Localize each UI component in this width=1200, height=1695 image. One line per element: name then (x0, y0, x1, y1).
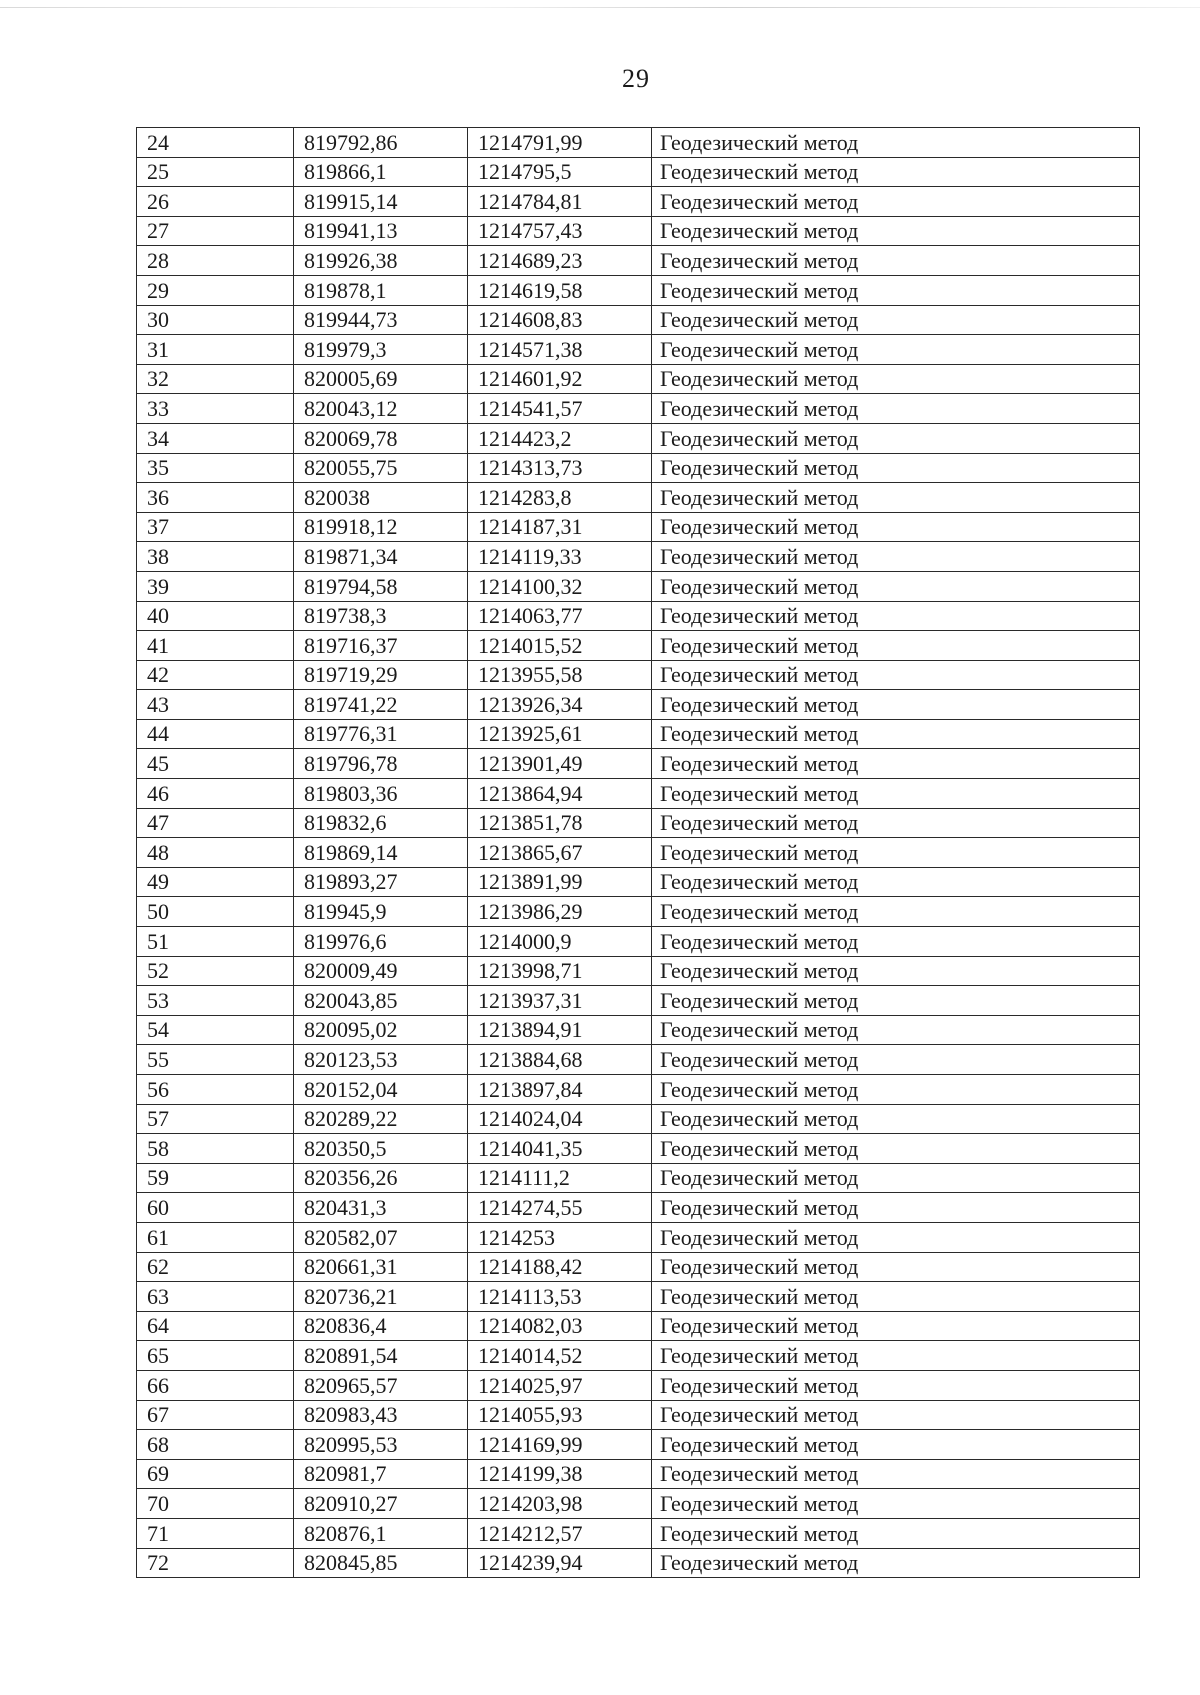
point-number-cell: 61 (137, 1222, 294, 1252)
x-coordinate-cell: 820995,53 (294, 1430, 468, 1460)
point-number-cell: 60 (137, 1193, 294, 1223)
method-cell: Геодезический метод (652, 1311, 1140, 1341)
method-cell: Геодезический метод (652, 305, 1140, 335)
table-row (137, 1311, 1140, 1341)
y-coordinate-cell: 1214619,58 (468, 275, 652, 305)
method-cell: Геодезический метод (652, 779, 1140, 809)
table-row (137, 986, 1140, 1016)
table-row (137, 1075, 1140, 1105)
method-cell: Геодезический метод (652, 601, 1140, 631)
y-coordinate-cell: 1213891,99 (468, 867, 652, 897)
x-coordinate-cell: 820582,07 (294, 1222, 468, 1252)
table-row (137, 1104, 1140, 1134)
y-coordinate-cell: 1214055,93 (468, 1400, 652, 1430)
table-row (137, 1282, 1140, 1312)
x-coordinate-cell: 820965,57 (294, 1370, 468, 1400)
x-coordinate-cell: 820981,7 (294, 1459, 468, 1489)
table-row (137, 1015, 1140, 1045)
method-cell: Геодезический метод (652, 187, 1140, 217)
y-coordinate-cell: 1214313,73 (468, 453, 652, 483)
point-number-cell: 37 (137, 512, 294, 542)
table-row (137, 335, 1140, 365)
method-cell: Геодезический метод (652, 660, 1140, 690)
point-number-cell: 35 (137, 453, 294, 483)
y-coordinate-cell: 1214199,38 (468, 1459, 652, 1489)
table-row (137, 927, 1140, 957)
x-coordinate-cell: 820356,26 (294, 1163, 468, 1193)
y-coordinate-cell: 1214014,52 (468, 1341, 652, 1371)
x-coordinate-cell: 819776,31 (294, 719, 468, 749)
x-coordinate-cell: 819803,36 (294, 779, 468, 809)
x-coordinate-cell: 819878,1 (294, 275, 468, 305)
method-cell: Геодезический метод (652, 453, 1140, 483)
x-coordinate-cell: 820845,85 (294, 1548, 468, 1578)
table-row (137, 779, 1140, 809)
point-number-cell: 41 (137, 631, 294, 661)
point-number-cell: 25 (137, 157, 294, 187)
y-coordinate-cell: 1214791,99 (468, 128, 652, 158)
table-row (137, 1489, 1140, 1519)
method-cell: Геодезический метод (652, 571, 1140, 601)
x-coordinate-cell: 820661,31 (294, 1252, 468, 1282)
point-number-cell: 58 (137, 1134, 294, 1164)
table-row (137, 1134, 1140, 1164)
point-number-cell: 36 (137, 483, 294, 513)
y-coordinate-cell: 1214541,57 (468, 394, 652, 424)
x-coordinate-cell: 820289,22 (294, 1104, 468, 1134)
table-row (137, 1400, 1140, 1430)
table-row (137, 216, 1140, 246)
x-coordinate-cell: 819792,86 (294, 128, 468, 158)
coordinates-table-body (137, 128, 1140, 1578)
x-coordinate-cell: 819915,14 (294, 187, 468, 217)
y-coordinate-cell: 1214274,55 (468, 1193, 652, 1223)
y-coordinate-cell: 1213986,29 (468, 897, 652, 927)
x-coordinate-cell: 819926,38 (294, 246, 468, 276)
y-coordinate-cell: 1214757,43 (468, 216, 652, 246)
point-number-cell: 49 (137, 867, 294, 897)
method-cell: Геодезический метод (652, 1430, 1140, 1460)
x-coordinate-cell: 819871,34 (294, 542, 468, 572)
table-row (137, 128, 1140, 158)
table-row (137, 838, 1140, 868)
table-row (137, 571, 1140, 601)
method-cell: Геодезический метод (652, 216, 1140, 246)
table-row (137, 956, 1140, 986)
x-coordinate-cell: 820043,85 (294, 986, 468, 1016)
y-coordinate-cell: 1214689,23 (468, 246, 652, 276)
page-number: 29 (622, 64, 650, 93)
table-row (137, 1518, 1140, 1548)
point-number-cell: 28 (137, 246, 294, 276)
method-cell: Геодезический метод (652, 897, 1140, 927)
point-number-cell: 72 (137, 1548, 294, 1578)
x-coordinate-cell: 819832,6 (294, 808, 468, 838)
point-number-cell: 32 (137, 364, 294, 394)
point-number-cell: 31 (137, 335, 294, 365)
method-cell: Геодезический метод (652, 1489, 1140, 1519)
point-number-cell: 38 (137, 542, 294, 572)
x-coordinate-cell: 820009,49 (294, 956, 468, 986)
point-number-cell: 42 (137, 660, 294, 690)
table-row (137, 1163, 1140, 1193)
y-coordinate-cell: 1214203,98 (468, 1489, 652, 1519)
point-number-cell: 52 (137, 956, 294, 986)
table-row (137, 867, 1140, 897)
x-coordinate-cell: 820736,21 (294, 1282, 468, 1312)
table-row (137, 394, 1140, 424)
point-number-cell: 43 (137, 690, 294, 720)
y-coordinate-cell: 1214283,8 (468, 483, 652, 513)
y-coordinate-cell: 1214212,57 (468, 1518, 652, 1548)
x-coordinate-cell: 819979,3 (294, 335, 468, 365)
table-row (137, 631, 1140, 661)
y-coordinate-cell: 1214187,31 (468, 512, 652, 542)
x-coordinate-cell: 820910,27 (294, 1489, 468, 1519)
y-coordinate-cell: 1213851,78 (468, 808, 652, 838)
y-coordinate-cell: 1213884,68 (468, 1045, 652, 1075)
point-number-cell: 47 (137, 808, 294, 838)
y-coordinate-cell: 1214024,04 (468, 1104, 652, 1134)
method-cell: Геодезический метод (652, 1075, 1140, 1105)
point-number-cell: 33 (137, 394, 294, 424)
y-coordinate-cell: 1214608,83 (468, 305, 652, 335)
y-coordinate-cell: 1213998,71 (468, 956, 652, 986)
method-cell: Геодезический метод (652, 246, 1140, 276)
method-cell: Геодезический метод (652, 275, 1140, 305)
x-coordinate-cell: 820069,78 (294, 423, 468, 453)
point-number-cell: 40 (137, 601, 294, 631)
method-cell: Геодезический метод (652, 1459, 1140, 1489)
x-coordinate-cell: 820043,12 (294, 394, 468, 424)
y-coordinate-cell: 1214188,42 (468, 1252, 652, 1282)
method-cell: Геодезический метод (652, 364, 1140, 394)
y-coordinate-cell: 1213937,31 (468, 986, 652, 1016)
table-row (137, 660, 1140, 690)
point-number-cell: 44 (137, 719, 294, 749)
table-row (137, 246, 1140, 276)
method-cell: Геодезический метод (652, 1222, 1140, 1252)
method-cell: Геодезический метод (652, 394, 1140, 424)
x-coordinate-cell: 820350,5 (294, 1134, 468, 1164)
method-cell: Геодезический метод (652, 1341, 1140, 1371)
point-number-cell: 46 (137, 779, 294, 809)
point-number-cell: 71 (137, 1518, 294, 1548)
x-coordinate-cell: 819738,3 (294, 601, 468, 631)
method-cell: Геодезический метод (652, 1045, 1140, 1075)
point-number-cell: 57 (137, 1104, 294, 1134)
method-cell: Геодезический метод (652, 483, 1140, 513)
method-cell: Геодезический метод (652, 719, 1140, 749)
table-row (137, 897, 1140, 927)
x-coordinate-cell: 819893,27 (294, 867, 468, 897)
y-coordinate-cell: 1214111,2 (468, 1163, 652, 1193)
y-coordinate-cell: 1214119,33 (468, 542, 652, 572)
point-number-cell: 65 (137, 1341, 294, 1371)
y-coordinate-cell: 1213897,84 (468, 1075, 652, 1105)
table-row (137, 187, 1140, 217)
point-number-cell: 63 (137, 1282, 294, 1312)
x-coordinate-cell: 819944,73 (294, 305, 468, 335)
y-coordinate-cell: 1214571,38 (468, 335, 652, 365)
table-row (137, 512, 1140, 542)
table-row (137, 719, 1140, 749)
point-number-cell: 29 (137, 275, 294, 305)
method-cell: Геодезический метод (652, 1370, 1140, 1400)
point-number-cell: 54 (137, 1015, 294, 1045)
method-cell: Геодезический метод (652, 1518, 1140, 1548)
y-coordinate-cell: 1214100,32 (468, 571, 652, 601)
table-row (137, 157, 1140, 187)
x-coordinate-cell: 820055,75 (294, 453, 468, 483)
y-coordinate-cell: 1213894,91 (468, 1015, 652, 1045)
method-cell: Геодезический метод (652, 690, 1140, 720)
y-coordinate-cell: 1214082,03 (468, 1311, 652, 1341)
y-coordinate-cell: 1213865,67 (468, 838, 652, 868)
method-cell: Геодезический метод (652, 1134, 1140, 1164)
y-coordinate-cell: 1214795,5 (468, 157, 652, 187)
point-number-cell: 67 (137, 1400, 294, 1430)
point-number-cell: 39 (137, 571, 294, 601)
x-coordinate-cell: 819741,22 (294, 690, 468, 720)
point-number-cell: 64 (137, 1311, 294, 1341)
x-coordinate-cell: 819866,1 (294, 157, 468, 187)
table-row (137, 423, 1140, 453)
x-coordinate-cell: 819976,6 (294, 927, 468, 957)
method-cell: Геодезический метод (652, 1282, 1140, 1312)
method-cell: Геодезический метод (652, 157, 1140, 187)
point-number-cell: 45 (137, 749, 294, 779)
table-row (137, 542, 1140, 572)
method-cell: Геодезический метод (652, 838, 1140, 868)
y-coordinate-cell: 1214063,77 (468, 601, 652, 631)
table-row (137, 808, 1140, 838)
y-coordinate-cell: 1214000,9 (468, 927, 652, 957)
x-coordinate-cell: 819794,58 (294, 571, 468, 601)
table-row (137, 1252, 1140, 1282)
x-coordinate-cell: 820431,3 (294, 1193, 468, 1223)
x-coordinate-cell: 820095,02 (294, 1015, 468, 1045)
table-row (137, 1370, 1140, 1400)
method-cell: Геодезический метод (652, 1400, 1140, 1430)
point-number-cell: 34 (137, 423, 294, 453)
y-coordinate-cell: 1214601,92 (468, 364, 652, 394)
method-cell: Геодезический метод (652, 631, 1140, 661)
point-number-cell: 55 (137, 1045, 294, 1075)
point-number-cell: 24 (137, 128, 294, 158)
method-cell: Геодезический метод (652, 128, 1140, 158)
x-coordinate-cell: 820123,53 (294, 1045, 468, 1075)
point-number-cell: 30 (137, 305, 294, 335)
method-cell: Геодезический метод (652, 1252, 1140, 1282)
x-coordinate-cell: 820836,4 (294, 1311, 468, 1341)
x-coordinate-cell: 820005,69 (294, 364, 468, 394)
x-coordinate-cell: 819918,12 (294, 512, 468, 542)
point-number-cell: 48 (137, 838, 294, 868)
table-row (137, 690, 1140, 720)
method-cell: Геодезический метод (652, 1015, 1140, 1045)
method-cell: Геодезический метод (652, 423, 1140, 453)
point-number-cell: 69 (137, 1459, 294, 1489)
x-coordinate-cell: 819869,14 (294, 838, 468, 868)
point-number-cell: 59 (137, 1163, 294, 1193)
table-row (137, 364, 1140, 394)
point-number-cell: 53 (137, 986, 294, 1016)
x-coordinate-cell: 820152,04 (294, 1075, 468, 1105)
y-coordinate-cell: 1213901,49 (468, 749, 652, 779)
method-cell: Геодезический метод (652, 1104, 1140, 1134)
table-row (137, 601, 1140, 631)
method-cell: Геодезический метод (652, 512, 1140, 542)
y-coordinate-cell: 1214025,97 (468, 1370, 652, 1400)
x-coordinate-cell: 819941,13 (294, 216, 468, 246)
method-cell: Геодезический метод (652, 335, 1140, 365)
method-cell: Геодезический метод (652, 867, 1140, 897)
scan-edge-line (0, 7, 1200, 8)
table-row (137, 1459, 1140, 1489)
table-row (137, 749, 1140, 779)
y-coordinate-cell: 1213925,61 (468, 719, 652, 749)
y-coordinate-cell: 1214253 (468, 1222, 652, 1252)
x-coordinate-cell: 820891,54 (294, 1341, 468, 1371)
y-coordinate-cell: 1214015,52 (468, 631, 652, 661)
point-number-cell: 26 (137, 187, 294, 217)
point-number-cell: 51 (137, 927, 294, 957)
method-cell: Геодезический метод (652, 927, 1140, 957)
table-row (137, 483, 1140, 513)
table-row (137, 453, 1140, 483)
point-number-cell: 62 (137, 1252, 294, 1282)
point-number-cell: 68 (137, 1430, 294, 1460)
point-number-cell: 50 (137, 897, 294, 927)
y-coordinate-cell: 1213926,34 (468, 690, 652, 720)
x-coordinate-cell: 819796,78 (294, 749, 468, 779)
x-coordinate-cell: 819719,29 (294, 660, 468, 690)
table-row (137, 305, 1140, 335)
table-row (137, 1430, 1140, 1460)
y-coordinate-cell: 1214113,53 (468, 1282, 652, 1312)
method-cell: Геодезический метод (652, 749, 1140, 779)
point-number-cell: 56 (137, 1075, 294, 1105)
x-coordinate-cell: 819716,37 (294, 631, 468, 661)
table-row (137, 1222, 1140, 1252)
method-cell: Геодезический метод (652, 956, 1140, 986)
y-coordinate-cell: 1213955,58 (468, 660, 652, 690)
y-coordinate-cell: 1214169,99 (468, 1430, 652, 1460)
point-number-cell: 27 (137, 216, 294, 246)
x-coordinate-cell: 819945,9 (294, 897, 468, 927)
coordinates-table (136, 127, 1140, 1578)
table-row (137, 1341, 1140, 1371)
table-row (137, 275, 1140, 305)
method-cell: Геодезический метод (652, 1193, 1140, 1223)
table-row (137, 1045, 1140, 1075)
x-coordinate-cell: 820038 (294, 483, 468, 513)
y-coordinate-cell: 1214239,94 (468, 1548, 652, 1578)
x-coordinate-cell: 820876,1 (294, 1518, 468, 1548)
table-row (137, 1193, 1140, 1223)
y-coordinate-cell: 1214423,2 (468, 423, 652, 453)
method-cell: Геодезический метод (652, 808, 1140, 838)
method-cell: Геодезический метод (652, 986, 1140, 1016)
y-coordinate-cell: 1213864,94 (468, 779, 652, 809)
y-coordinate-cell: 1214784,81 (468, 187, 652, 217)
table-row (137, 1548, 1140, 1578)
method-cell: Геодезический метод (652, 1163, 1140, 1193)
x-coordinate-cell: 820983,43 (294, 1400, 468, 1430)
method-cell: Геодезический метод (652, 542, 1140, 572)
method-cell: Геодезический метод (652, 1548, 1140, 1578)
y-coordinate-cell: 1214041,35 (468, 1134, 652, 1164)
point-number-cell: 66 (137, 1370, 294, 1400)
point-number-cell: 70 (137, 1489, 294, 1519)
